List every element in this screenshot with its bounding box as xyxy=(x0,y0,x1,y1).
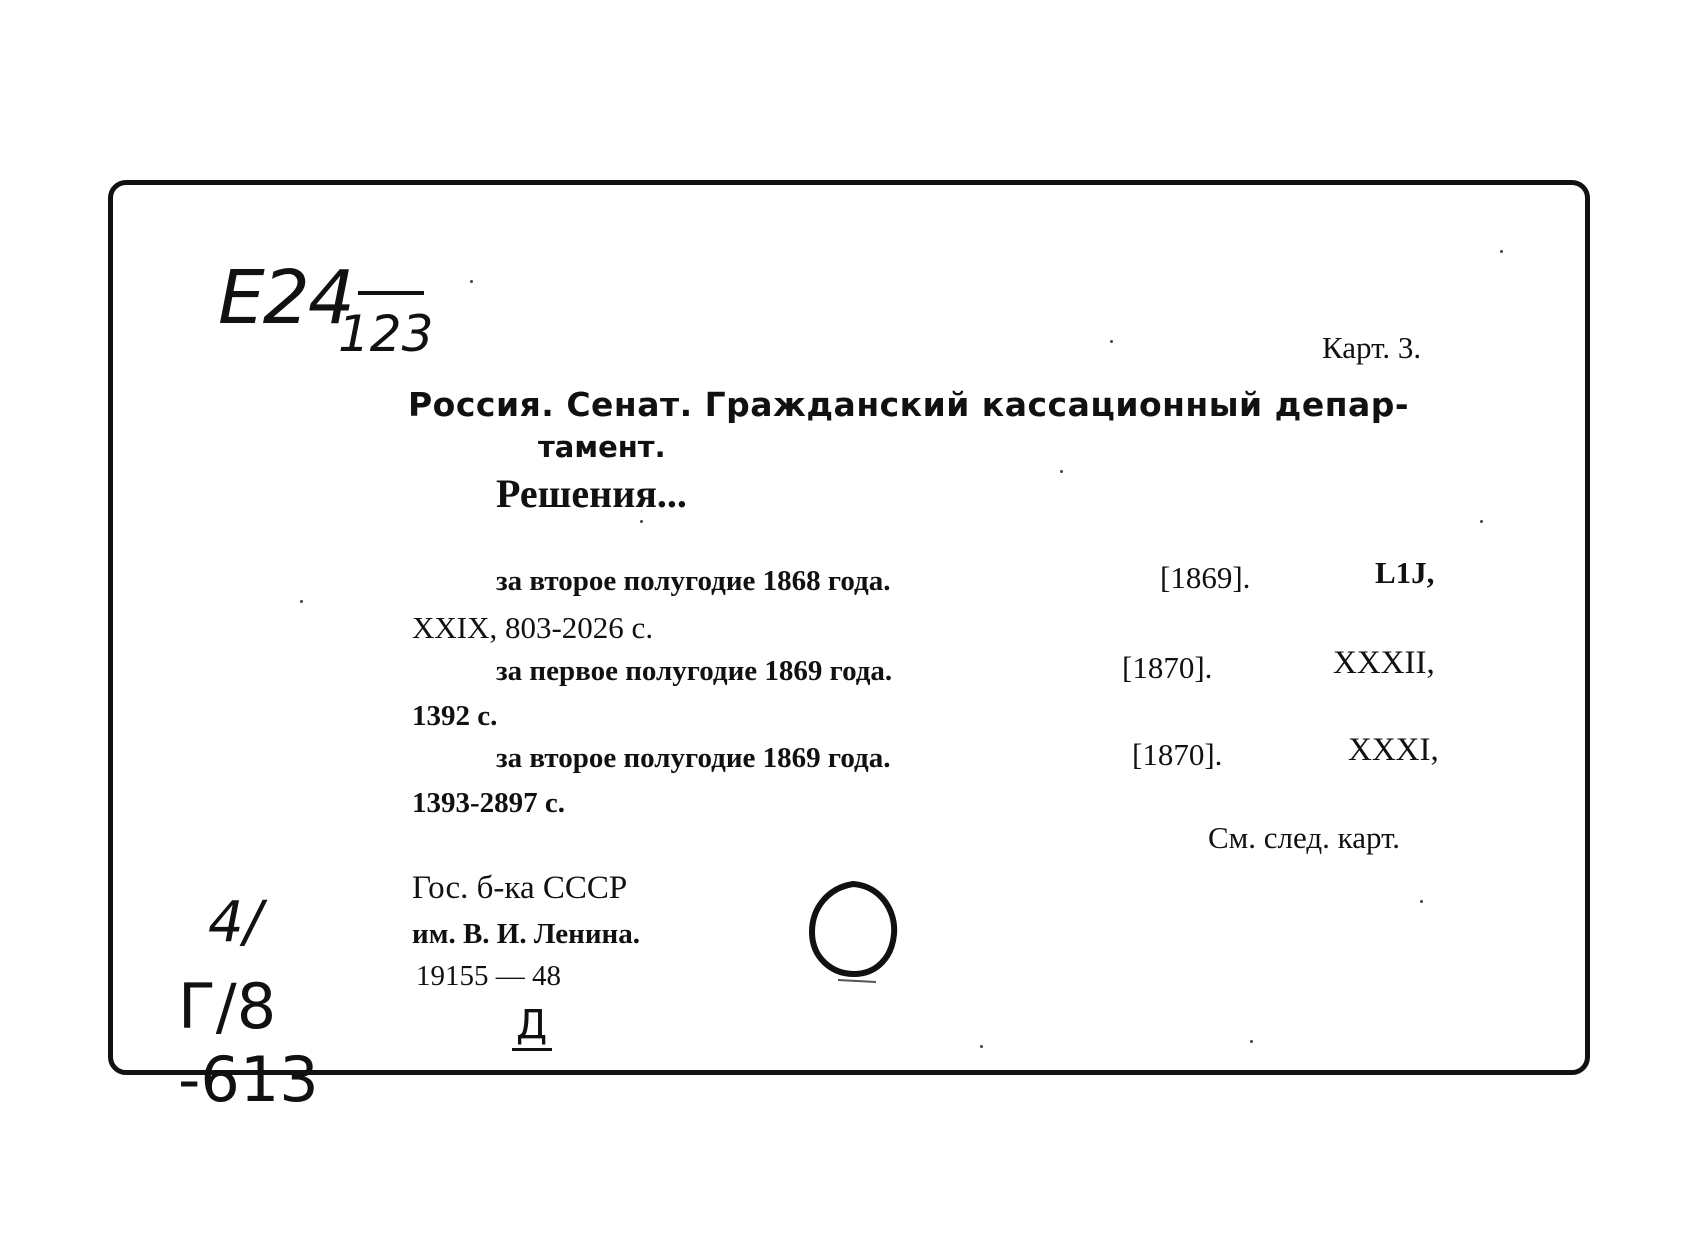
scan-speck xyxy=(300,600,303,603)
library-line-1: Гос. б-ка СССР xyxy=(412,870,628,906)
entry-3-year: [1870]. xyxy=(1132,737,1223,772)
scan-speck xyxy=(1250,1040,1253,1043)
shelfmark-top-rule xyxy=(358,291,424,295)
entry-1-volume: L1J, xyxy=(1375,555,1435,590)
punch-hole-icon xyxy=(798,870,908,990)
entry-1-text: за второе полугодие 1868 года. xyxy=(496,565,891,597)
scan-speck xyxy=(640,520,643,523)
shelfmark-top-main: E24 xyxy=(218,255,353,341)
entry-3-text: за второе полугодие 1869 года. xyxy=(496,742,891,774)
entry-1-year: [1869]. xyxy=(1160,560,1251,595)
entry-2-year: [1870]. xyxy=(1122,650,1213,685)
entry-3-volume: XXXI, xyxy=(1348,732,1439,768)
card-number: Карт. 3. xyxy=(1322,330,1422,365)
scan-speck xyxy=(1420,900,1423,903)
heading-line-2: тамент. xyxy=(538,430,666,464)
entry-2-text: за первое полугодие 1869 года. xyxy=(496,655,893,687)
scan-speck xyxy=(1060,470,1063,473)
entry-3-pages: 1393-2897 с. xyxy=(412,787,566,819)
entry-2-volume: XXXII, xyxy=(1333,645,1435,681)
continuation-note: См. след. карт. xyxy=(1208,820,1401,855)
library-line-2: им. В. И. Ленина. xyxy=(412,918,641,950)
shelfmark-bottom-underline xyxy=(512,1048,552,1051)
heading-line-1: Россия. Сенат. Гражданский кассационный депар- xyxy=(408,385,1410,424)
entry-2-pages: 1392 с. xyxy=(412,700,498,732)
scan-speck xyxy=(1500,250,1503,253)
shelfmark-bottom-fraction: 4/ xyxy=(208,890,263,955)
heading-title: Решения... xyxy=(496,471,687,516)
entry-1-pages: XXIX, 803-2026 с. xyxy=(412,610,654,645)
library-line-3: 19155 — 48 xyxy=(416,960,561,992)
scan-speck xyxy=(470,280,473,283)
scan-speck xyxy=(1110,340,1113,343)
scan-speck xyxy=(1480,520,1483,523)
scan-speck xyxy=(980,1045,983,1048)
shelfmark-top-sub: 123 xyxy=(338,305,434,363)
shelfmark-bottom-suffix: Д xyxy=(516,1002,548,1048)
shelfmark-bottom-code: Г/8 -613 xyxy=(178,970,319,1116)
